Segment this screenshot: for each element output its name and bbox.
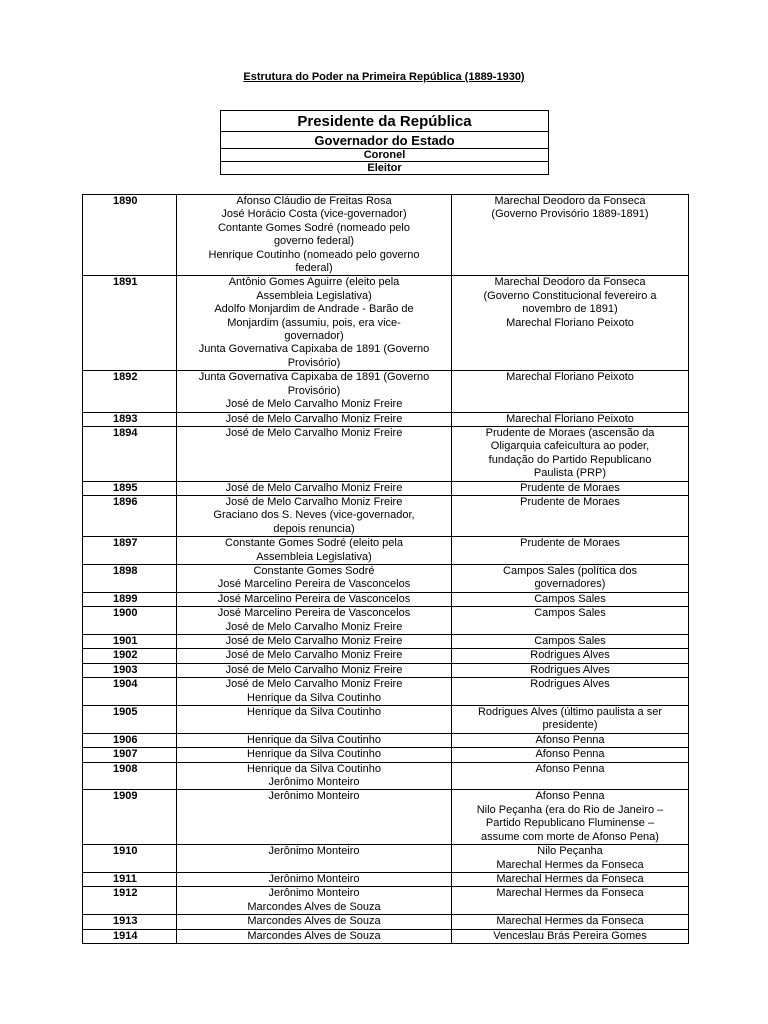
hierarchy-level-president: Presidente da República	[221, 111, 549, 132]
president-line: presidente)	[542, 719, 598, 732]
governor-cell	[177, 537, 452, 565]
year-cell: 1891	[83, 276, 177, 371]
table-row	[83, 371, 689, 412]
president-cell	[452, 276, 689, 371]
president-line: Paulista (PRP)	[533, 467, 607, 480]
president-cell	[452, 426, 689, 481]
table-row	[83, 872, 689, 886]
governor-line: José de Melo Carvalho Moniz Freire	[225, 481, 403, 494]
table-row	[83, 762, 689, 790]
year-cell: 1896	[83, 495, 177, 536]
president-cell	[452, 195, 689, 276]
governor-line: governo federal)	[273, 235, 355, 248]
president-line: novembro de 1891)	[522, 303, 618, 316]
governor-cell	[177, 592, 452, 606]
governor-line: Henrique da Silva Coutinho	[247, 748, 381, 761]
governor-line: Constante Gomes Sodré (eleito pela	[225, 537, 403, 550]
governor-line: José Marcelino Pereira de Vasconcelos	[217, 592, 411, 605]
governor-line: José de Melo Carvalho Moniz Freire	[225, 426, 403, 439]
governor-cell	[177, 495, 452, 536]
year-cell: 1890	[83, 195, 177, 276]
power-hierarchy-table	[220, 110, 549, 175]
governor-line: Constante Gomes Sodré	[253, 564, 375, 577]
governor-line: Graciano dos S. Neves (vice-governador,	[213, 509, 415, 522]
year-cell: 1893	[83, 412, 177, 426]
governor-line: Marcondes Alves de Souza	[247, 900, 381, 913]
governor-line: Junta Governativa Capixaba de 1891 (Governo	[198, 343, 430, 356]
president-line: Marechal Floriano Peixoto	[506, 371, 634, 384]
governor-line: Provisório)	[287, 384, 341, 397]
year-cell: 1905	[83, 706, 177, 734]
table-row	[83, 592, 689, 606]
governor-line: José Marcelino Pereira de Vasconcelos	[217, 578, 411, 591]
president-line: Campos Sales	[534, 635, 606, 647]
governor-line: Provisório)	[287, 356, 341, 369]
table-row	[83, 678, 689, 706]
year-cell: 1904	[83, 678, 177, 706]
governor-line: José de Melo Carvalho Moniz Freire	[225, 398, 403, 411]
president-cell	[452, 649, 689, 663]
president-line: Marechal Deodoro da Fonseca	[494, 276, 646, 289]
governor-cell	[177, 371, 452, 412]
year-cell: 1897	[83, 537, 177, 565]
year-cell: 1906	[83, 733, 177, 747]
table-row	[83, 748, 689, 762]
governor-line: Jerônimo Monteiro	[268, 887, 360, 900]
governor-line: federal)	[295, 262, 333, 275]
president-cell	[452, 412, 689, 426]
governor-line: Marcondes Alves de Souza	[247, 929, 381, 942]
year-cell: 1909	[83, 790, 177, 845]
table-row	[83, 887, 689, 915]
governor-line: José de Melo Carvalho Moniz Freire	[225, 635, 403, 647]
president-cell	[452, 607, 689, 635]
table-row	[83, 845, 689, 873]
president-line: Afonso Penna	[535, 762, 605, 775]
president-line: Campos Sales	[534, 592, 606, 605]
president-line: (Governo Provisório 1889-1891)	[491, 208, 649, 221]
president-line: Rodrigues Alves	[530, 663, 610, 676]
governor-cell	[177, 426, 452, 481]
governor-line: Contante Gomes Sodré (nomeado pelo	[217, 221, 410, 234]
president-cell	[452, 929, 689, 943]
president-line: Afonso Penna	[535, 790, 605, 803]
governor-line: José de Melo Carvalho Moniz Freire	[225, 620, 403, 633]
year-cell: 1910	[83, 845, 177, 873]
governor-cell	[177, 481, 452, 495]
table-row	[83, 564, 689, 592]
president-cell	[452, 635, 689, 649]
president-line: Rodrigues Alves	[530, 649, 610, 662]
year-cell: 1892	[83, 371, 177, 412]
president-cell	[452, 481, 689, 495]
governor-line: Jerônimo Monteiro	[268, 790, 360, 803]
table-row	[83, 915, 689, 929]
table-row	[83, 790, 689, 845]
table-row	[83, 481, 689, 495]
governor-line: Monjardim (assumiu, pois, era vice-	[227, 316, 401, 329]
president-cell	[452, 706, 689, 734]
governor-cell	[177, 564, 452, 592]
year-cell: 1898	[83, 564, 177, 592]
table-row	[83, 495, 689, 536]
president-line: assume com morte de Afonso Pena)	[481, 830, 659, 843]
table-row	[83, 276, 689, 371]
president-cell	[452, 537, 689, 565]
governor-line: Adolfo Monjardim de Andrade - Barão de	[214, 303, 414, 316]
president-line: governadores)	[534, 578, 606, 591]
governor-cell	[177, 195, 452, 276]
president-line: Marechal Floriano Peixoto	[506, 316, 634, 329]
governor-cell	[177, 929, 452, 943]
president-line: Nilo Peçanha (era do Rio de Janeiro –	[476, 803, 664, 816]
governor-cell	[177, 706, 452, 734]
president-cell	[452, 564, 689, 592]
president-cell	[452, 748, 689, 762]
hierarchy-level-colonel: Coronel	[221, 149, 549, 162]
president-cell	[452, 733, 689, 747]
governor-line: Antônio Gomes Aguirre (eleito pela	[228, 276, 400, 289]
president-line: Prudente de Moraes (ascensão da	[485, 426, 655, 439]
president-cell	[452, 495, 689, 536]
governor-line: Jerônimo Monteiro	[268, 872, 360, 885]
governor-line: Marcondes Alves de Souza	[247, 915, 381, 928]
governor-line: José de Melo Carvalho Moniz Freire	[225, 495, 403, 508]
governor-cell	[177, 412, 452, 426]
governor-line: governador)	[284, 330, 344, 343]
governor-cell	[177, 649, 452, 663]
document-title: Estrutura do Poder na Primeira República (1889-1930)	[243, 71, 525, 83]
president-line: Afonso Penna	[535, 748, 605, 761]
governor-line: José Horácio Costa (vice-governador)	[221, 208, 407, 221]
president-cell	[452, 872, 689, 886]
governor-cell	[177, 663, 452, 677]
governor-line: José de Melo Carvalho Moniz Freire	[225, 412, 403, 425]
table-row	[83, 635, 689, 649]
table-row	[83, 412, 689, 426]
governor-cell	[177, 607, 452, 635]
president-cell	[452, 762, 689, 790]
year-cell: 1900	[83, 607, 177, 635]
governor-line: Assembleia Legislativa)	[256, 550, 372, 563]
governor-cell	[177, 678, 452, 706]
governor-cell	[177, 276, 452, 371]
president-line: Marechal Hermes da Fonseca	[496, 872, 644, 885]
year-cell: 1907	[83, 748, 177, 762]
table-row	[83, 537, 689, 565]
governor-cell	[177, 845, 452, 873]
governor-line: José de Melo Carvalho Moniz Freire	[225, 663, 403, 676]
president-line: Marechal Hermes da Fonseca	[496, 915, 644, 928]
president-line: Oligarquia cafeicultura ao poder,	[490, 440, 650, 453]
governor-line: Henrique Coutinho (nomeado pelo governo	[208, 248, 420, 261]
governor-line: Henrique da Silva Coutinho	[247, 733, 381, 746]
governor-line: Assembleia Legislativa)	[256, 289, 372, 302]
president-line: Marechal Hermes da Fonseca	[496, 887, 644, 900]
year-cell: 1901	[83, 635, 177, 649]
governor-cell	[177, 887, 452, 915]
timeline-table	[82, 194, 689, 944]
president-cell	[452, 915, 689, 929]
year-cell: 1894	[83, 426, 177, 481]
year-cell: 1913	[83, 915, 177, 929]
president-line: fundação do Partido Republicano	[488, 453, 652, 466]
president-line: Campos Sales (política dos	[503, 564, 637, 577]
governor-line: Henrique da Silva Coutinho	[247, 762, 381, 775]
governor-cell	[177, 762, 452, 790]
year-cell: 1903	[83, 663, 177, 677]
president-line: Prudente de Moraes	[520, 495, 620, 508]
governor-line: Jerônimo Monteiro	[268, 776, 360, 789]
table-row	[83, 706, 689, 734]
president-line: Rodrigues Alves (último paulista a ser	[477, 706, 663, 719]
governor-line: depois renuncia)	[273, 522, 355, 535]
governor-line: Jerônimo Monteiro	[268, 845, 360, 858]
governor-line: Junta Governativa Capixaba de 1891 (Governo	[198, 371, 430, 384]
governor-cell	[177, 635, 452, 649]
president-line: Nilo Peçanha	[537, 845, 603, 858]
president-cell	[452, 678, 689, 706]
table-row	[83, 195, 689, 276]
governor-cell	[177, 748, 452, 762]
year-cell: 1912	[83, 887, 177, 915]
president-line: Prudente de Moraes	[520, 537, 620, 550]
president-cell	[452, 845, 689, 873]
president-cell	[452, 371, 689, 412]
governor-cell	[177, 915, 452, 929]
governor-cell	[177, 790, 452, 845]
table-row	[83, 929, 689, 943]
governor-line: José de Melo Carvalho Moniz Freire	[225, 649, 403, 662]
year-cell: 1914	[83, 929, 177, 943]
president-line: Marechal Deodoro da Fonseca	[494, 195, 646, 207]
hierarchy-level-governor: Governador do Estado	[221, 132, 549, 149]
president-line: (Governo Constitucional fevereiro a	[483, 289, 657, 302]
president-cell	[452, 887, 689, 915]
hierarchy-level-voter: Eleitor	[221, 162, 549, 175]
president-line: Partido Republicano Fluminense –	[485, 817, 655, 830]
year-cell: 1899	[83, 592, 177, 606]
governor-line: Henrique da Silva Coutinho	[247, 691, 381, 704]
table-row	[83, 426, 689, 481]
governor-line: José Marcelino Pereira de Vasconcelos	[217, 607, 411, 620]
table-row	[83, 663, 689, 677]
governor-line: Henrique da Silva Coutinho	[247, 706, 381, 719]
table-row	[83, 733, 689, 747]
year-cell: 1902	[83, 649, 177, 663]
president-cell	[452, 663, 689, 677]
governor-cell	[177, 872, 452, 886]
year-cell: 1908	[83, 762, 177, 790]
governor-line: Afonso Cláudio de Freitas Rosa	[236, 195, 392, 207]
president-line: Campos Sales	[534, 607, 606, 620]
president-cell	[452, 790, 689, 845]
president-line: Rodrigues Alves	[530, 678, 610, 691]
president-line: Marechal Floriano Peixoto	[506, 412, 634, 425]
president-line: Afonso Penna	[535, 733, 605, 746]
president-line: Prudente de Moraes	[520, 481, 620, 494]
timeline-body	[83, 195, 689, 944]
year-cell: 1895	[83, 481, 177, 495]
governor-cell	[177, 733, 452, 747]
president-cell	[452, 592, 689, 606]
table-row	[83, 649, 689, 663]
governor-line: José de Melo Carvalho Moniz Freire	[225, 678, 403, 691]
president-line: Venceslau Brás Pereira Gomes	[493, 929, 647, 942]
president-line: Marechal Hermes da Fonseca	[496, 858, 644, 871]
year-cell: 1911	[83, 872, 177, 886]
table-row	[83, 607, 689, 635]
